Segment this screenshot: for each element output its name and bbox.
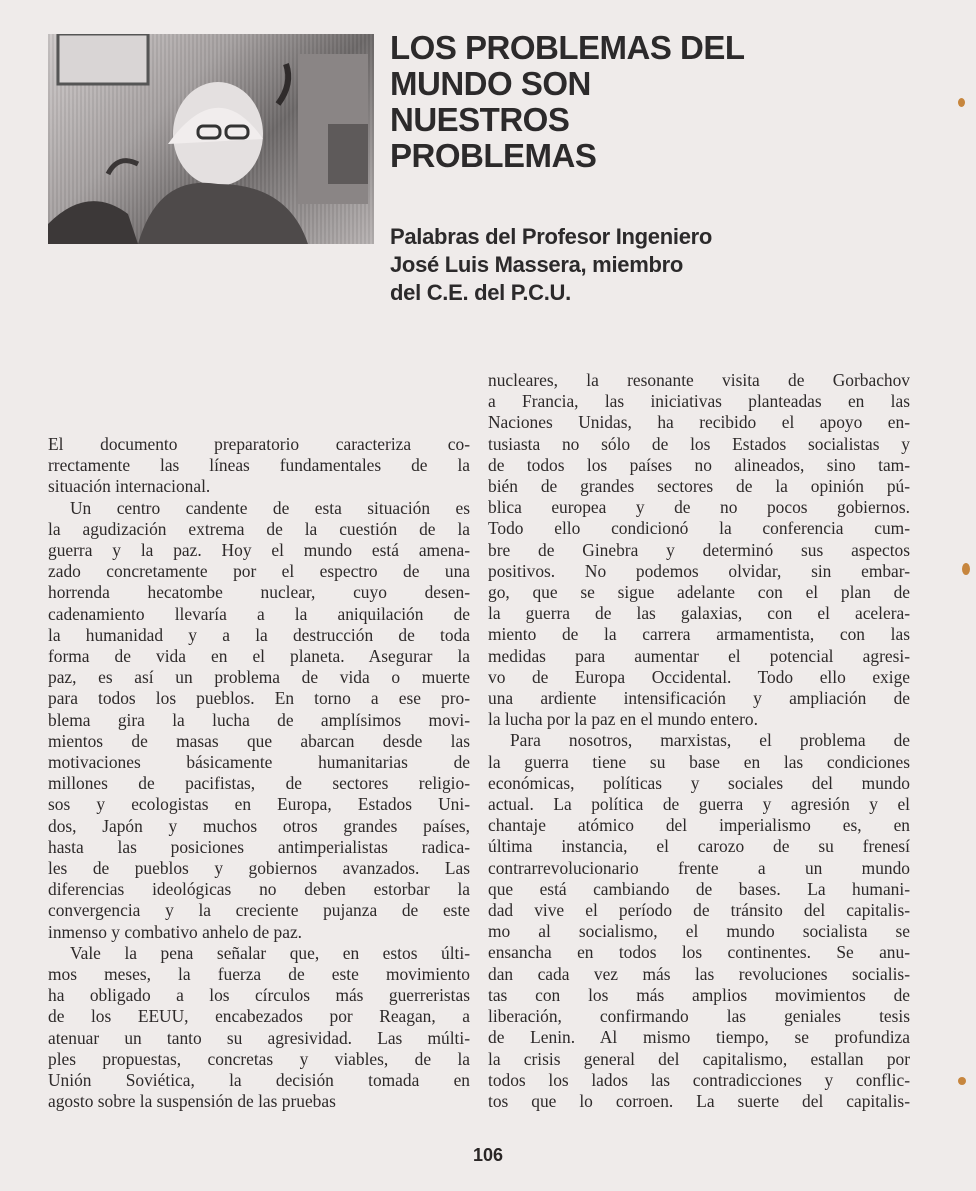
- text-line: la humanidad y a la destrucción de toda: [48, 624, 470, 645]
- text-line: Vale la pena señalar que, en estos últi-: [70, 942, 470, 963]
- text-line: liberación, confirmando las geniales tesis: [488, 1006, 910, 1027]
- article-title: [390, 30, 810, 174]
- text-line: chantaje atómico del imperialismo es, en: [488, 815, 910, 836]
- text-line: Un centro candente de esta situación es: [70, 497, 470, 518]
- text-line: diferencias ideológicas no deben estorbar la: [48, 879, 470, 900]
- text-line: convergencia y la creciente pujanza de este: [48, 900, 470, 921]
- text-line: les de pueblos y gobiernos avanzados. Las: [48, 858, 470, 879]
- text-line: Para nosotros, marxistas, el problema de: [510, 730, 910, 751]
- text-line: dad vive el período de tránsito del capitalis-: [488, 900, 910, 921]
- text-line: Unión Soviética, la decisión tomada en: [48, 1070, 470, 1091]
- text-line: forma de vida en el planeta. Asegurar la: [48, 646, 470, 667]
- text-line: Todo ello condicionó la conferencia cum-: [488, 518, 910, 539]
- text-line: bién de grandes sectores de la opinión pú-: [488, 476, 910, 497]
- text-line: paz, es así un problema de vida o muerte: [48, 667, 470, 688]
- text-line: para todos los pueblos. En torno a ese pro-: [48, 688, 470, 709]
- text-line: inmenso y combativo anhelo de paz.: [48, 921, 303, 942]
- text-line: zado concretamente por el espectro de una: [48, 561, 470, 582]
- text-line: de Lenin. Al mismo tiempo, se profundiza: [488, 1027, 910, 1048]
- text-line: que está cambiando de bases. La humani-: [488, 878, 910, 899]
- text-line: la lucha por la paz en el mundo entero.: [488, 709, 758, 730]
- title-line: NUESTROS: [390, 101, 570, 138]
- title-line: PROBLEMAS: [390, 137, 597, 174]
- text-line: horrenda hecatombe nuclear, cuyo desen-: [48, 582, 470, 603]
- subtitle-line: Palabras del Profesor Ingeniero: [390, 224, 713, 249]
- subtitle-line: del C.E. del P.C.U.: [390, 280, 571, 305]
- text-line: bre de Ginebra y determinó sus aspectos: [488, 539, 910, 560]
- text-line: rrectamente las líneas fundamentales de la: [48, 455, 470, 476]
- portrait-illustration: [48, 34, 374, 244]
- paper-stain: [962, 563, 970, 575]
- text-line: El documento preparatorio caracteriza co-: [48, 434, 470, 454]
- text-line: tos que lo corroen. La suerte del capitalis-: [488, 1090, 910, 1111]
- text-line: tas con los más amplios movimientos de: [488, 984, 910, 1005]
- text-line: de los EEUU, encabezados por Reagan, a: [48, 1006, 470, 1027]
- text-line: ples propuestas, concretas y viables, de la: [48, 1048, 470, 1069]
- text-line: miento de la carrera armamentista, con las: [488, 624, 910, 645]
- text-line: vo de Europa Occidental. Todo ello exige: [488, 666, 910, 687]
- text-line: tusiasta no sólo de los Estados socialistas y: [488, 433, 910, 454]
- text-line: todos los lados las contradicciones y conflic-: [488, 1069, 910, 1090]
- title-line: MUNDO SON: [390, 65, 591, 102]
- text-line: la agudización extrema de la cuestión de la: [48, 518, 470, 539]
- title-line: LOS PROBLEMAS DEL: [390, 29, 745, 66]
- text-line: actual. La política de guerra y agresión y el: [488, 794, 910, 815]
- text-line: a Francia, las iniciativas planteadas en las: [488, 391, 910, 412]
- right-column: [488, 370, 910, 1112]
- text-line: económicas, políticas y sociales del mundo: [488, 772, 910, 793]
- text-line: ha obligado a los círculos más guerreristas: [48, 985, 470, 1006]
- text-line: cadenamiento llevaría a la aniquilación de: [48, 603, 470, 624]
- text-line: sos y ecologistas en Europa, Estados Uni-: [48, 794, 470, 815]
- text-line: blema gira la lucha de amplísimos movi-: [48, 709, 470, 730]
- text-line: la guerra tiene su base en las condiciones: [488, 751, 910, 772]
- text-line: nucleares, la resonante visita de Gorbachov: [488, 370, 910, 390]
- text-line: situación internacional.: [48, 476, 211, 497]
- text-line: agosto sobre la suspensión de las pruebas: [48, 1091, 336, 1112]
- text-line: última instancia, el carozo de su frenesí: [488, 836, 910, 857]
- text-line: la crisis general del capitalismo, estallan por: [488, 1048, 910, 1069]
- text-line: la guerra de las galaxias, con el acelera-: [488, 603, 910, 624]
- text-line: contrarrevolucionario frente a un mundo: [488, 857, 910, 878]
- text-line: motivaciones básicamente humanitarias de: [48, 752, 470, 773]
- subtitle-line: José Luis Massera, miembro: [390, 252, 683, 277]
- text-line: mos meses, la fuerza de este movimiento: [48, 964, 470, 985]
- page-number: 106: [472, 1145, 504, 1165]
- text-line: dan cada vez más las revoluciones socialis-: [488, 963, 910, 984]
- text-line: Naciones Unidas, ha recibido el apoyo en-: [488, 412, 910, 433]
- text-line: atenuar un tanto su agresividad. Las múlti-: [48, 1027, 470, 1048]
- text-line: go, que se sigue adelante con el plan de: [488, 582, 910, 603]
- article-subtitle: [390, 223, 810, 307]
- text-line: millones de pacifistas, de sectores religio-: [48, 773, 470, 794]
- text-line: positivos. No podemos olvidar, sin embar-: [488, 560, 910, 581]
- text-line: blica europea y de no pocos gobiernos.: [488, 497, 910, 518]
- portrait-photo: [48, 34, 374, 244]
- text-line: mo al socialismo, el mundo socialista se: [488, 921, 910, 942]
- text-line: hasta las posiciones antimperialistas radica-: [48, 836, 470, 857]
- paper-stain: [958, 1077, 966, 1085]
- text-line: medidas para aumentar el potencial agresi-: [488, 645, 910, 666]
- text-line: de todos los países no alineados, sino tam-: [488, 454, 910, 475]
- text-line: una ardiente intensificación y ampliación de: [488, 688, 910, 709]
- text-line: guerra y la paz. Hoy el mundo está amena-: [48, 540, 470, 561]
- text-line: mientos de masas que abarcan desde las: [48, 730, 470, 751]
- left-column: [48, 434, 470, 1113]
- text-line: ensancha en todos los continentes. Se anu-: [488, 942, 910, 963]
- text-line: dos, Japón y muchos otros grandes países,: [48, 815, 470, 836]
- paper-stain: [958, 98, 965, 107]
